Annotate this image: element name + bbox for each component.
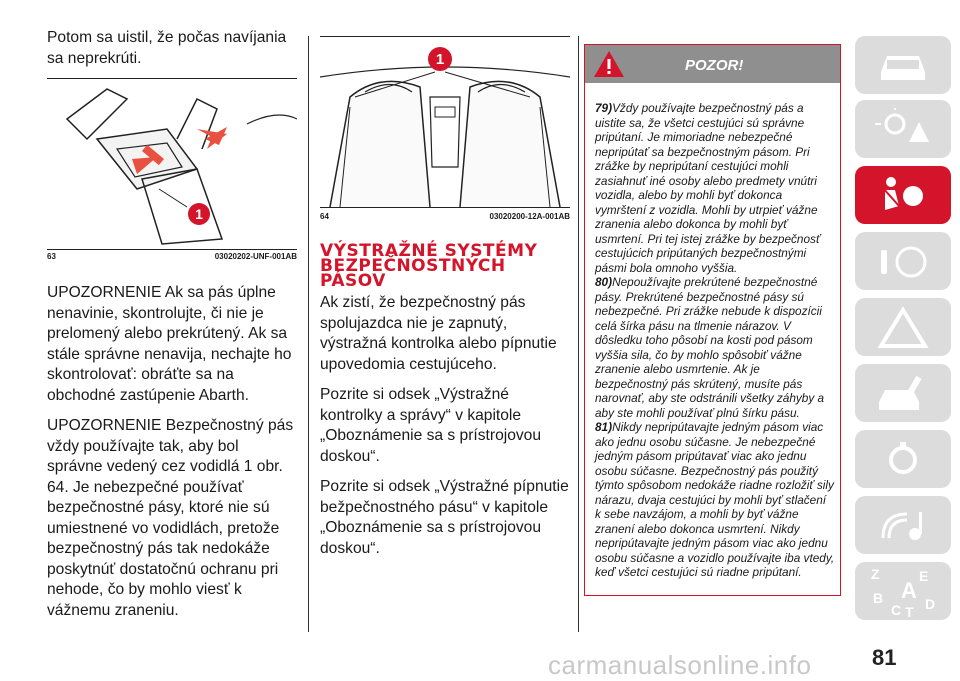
warning-item-80 [595, 275, 835, 420]
index-letter-e: E [919, 568, 929, 584]
index-letter-t: T [905, 604, 914, 620]
figure-64-caption [320, 212, 570, 221]
figure-number: 63 [47, 252, 56, 261]
body-paragraph-2: Pozrite si odsek „Výstražné kontrolky a správy“ v kapitole „Oboznámenie sa s prístrojovou doskou“. [320, 386, 542, 465]
section-heading [320, 241, 570, 291]
note-text: Nikdy nepripútavajte jedným pásom viac ako jednu osobu súčasne. Je nebezpečné jedným pásom pripútavať viac ako jednu osobu súčasne. Bezpečnostný pás použitý týmto spôsobom nedokáže riadne rozložiť sily nárazu, dvaja cestujúci by mohli byť stlačení k sebe navzájom, a mohli by byť vážne zranení alebo dokonca usmrtení. Nikdy nepripútavajte jedným pásom viac ako jednu osobu súčasne a vozidlo používajte iba vtedy, keď všetci cestujúci sú riadne pripútaní. [595, 420, 835, 579]
heading-line-2: BEZPEČNOSTNÝCH [320, 256, 506, 276]
index-letter-b: B [873, 590, 884, 606]
heading-line-1: VÝSTRAŽNÉ SYSTÉMY [320, 241, 538, 261]
multimedia-icon [873, 504, 933, 548]
callout-1-label: 1 [435, 51, 445, 68]
seatbelt-buckle-illustration [47, 79, 297, 249]
tab-technical-data[interactable] [855, 430, 960, 492]
warning-triangle-icon [593, 49, 625, 79]
warning-header [585, 45, 840, 83]
note-text: Nepoužívajte prekrútené bezpečnostné pásy. Prekrútené bezpečnostné pásy sú nebezpečné. Pri zrážke nebude k dispozícii celá šírka pásu na tlmenie nárazov. V dôsledku toho pôsobí na kosti pod pásom vyššia sila, čo by mohlo spôsobiť vážne zranenie alebo usmrtenie. Ak je bezpečnostný pás skrútený, musíte pás narovnať, aby ste odstránili všetky záhyby a aby ste mohli používať plnú šírku pásu. [595, 275, 825, 420]
hazard-icon [873, 306, 933, 350]
index-letter-c: C [891, 602, 902, 618]
car-seats-illustration [320, 37, 570, 207]
figure-63-caption [47, 252, 297, 261]
note-number: 81) [595, 420, 613, 434]
column-1-body [47, 283, 297, 621]
tab-maintenance[interactable] [855, 364, 960, 426]
watermark: carmanualsonline.info [548, 650, 812, 680]
column-divider-2 [578, 36, 579, 632]
note-text: Vždy používajte bezpečnostný pás a uistite sa, že všetci cestujúci sú správne pripútaní. Je mimoriadne nebezpečné nepripútať sa bezpečnostným pásom. Pri zrážke by nepripútaní cestujúci mohli zasiahnuť iné osoby alebo predmety vnútri vozidla, alebo by mohli byť dokonca vymrštení z vozidla. Mohli by utrpieť vážne zranenia alebo dokonca by mohli byť usmrtení. Pri tej istej zrážke by bezpečnosť cestujúcich pripútaných bezpečnostnými pásmi bola omnoho vyššia. [595, 101, 821, 275]
figure-63 [47, 78, 297, 250]
body-paragraph-1: Ak zistí, že bezpečnostný pás spolujazdca nie je zapnutý, výstražná kontrolka alebo pípnutie upovedomia cestujúceho. [320, 294, 557, 373]
index-letter-d: D [925, 596, 936, 612]
callout-1-label: 1 [195, 206, 203, 222]
index-letters [867, 564, 947, 620]
tab-safety[interactable] [855, 166, 960, 228]
tab-index[interactable] [855, 562, 960, 624]
warning-item-79 [595, 101, 835, 275]
tab-dashboard[interactable] [855, 36, 960, 98]
airbag-seatbelt-icon [873, 174, 933, 218]
warning-paragraph-1: UPOZORNENIE Ak sa pás úplne nenavinie, skontrolujte, či nie je prelomený alebo prekrútený. Ak sa stále správne nenavija, nechajte ho skontrolovať: obráťte sa na obchodné zastúpenie Abarth. [47, 284, 292, 404]
warning-item-81 [595, 420, 835, 580]
figure-code: 03020200-12A-001AB [489, 212, 570, 221]
tab-multimedia[interactable] [855, 496, 960, 558]
index-letter-z: Z [871, 566, 880, 582]
tab-starting-driving[interactable] [855, 232, 960, 294]
warning-title: POZOR! [685, 57, 744, 74]
note-number: 79) [595, 101, 613, 115]
warning-text [595, 101, 835, 580]
tab-emergency[interactable] [855, 298, 960, 360]
steering-wheel-icon [873, 240, 933, 284]
note-number: 80) [595, 275, 613, 289]
column-2-body [320, 293, 570, 559]
technical-data-icon [873, 438, 933, 482]
car-front-icon [873, 46, 933, 86]
figure-code: 03020202-UNF-001AB [214, 252, 297, 261]
figure-number: 64 [320, 212, 329, 221]
warning-paragraph-2: UPOZORNENIE Bezpečnostný pás vždy používajte tak, aby bol správne vedený cez vodidlá 1 obr. 64. Je nebezpečné používať bezpečnostné pásy, ktoré nie sú umiestnené vo vodidlách, pretože bezpečnostný pás tak nedokáže poskytnúť dostatočnú ochranu pri nehode, čo by mohlo viesť k vážnemu zraneniu. [47, 417, 294, 619]
index-letter-a: A [901, 578, 917, 603]
figure-64 [320, 36, 570, 208]
warning-lights-icon [873, 108, 933, 152]
intro-paragraph: Potom sa uistil, že počas navíjania sa neprekrúti. [47, 29, 287, 67]
wrench-car-icon [873, 372, 933, 416]
warning-box [584, 44, 841, 596]
body-paragraph-3: Pozrite si odsek „Výstražné pípnutie bežpečnostného pásu“ v kapitole „Oboznámenie sa s prístrojovou doskou“. [320, 478, 569, 557]
column-divider-1 [308, 36, 309, 632]
tab-warning-lights[interactable] [855, 100, 960, 162]
page-number: 81 [872, 645, 897, 670]
heading-line-3: PÁSOV [320, 271, 386, 291]
